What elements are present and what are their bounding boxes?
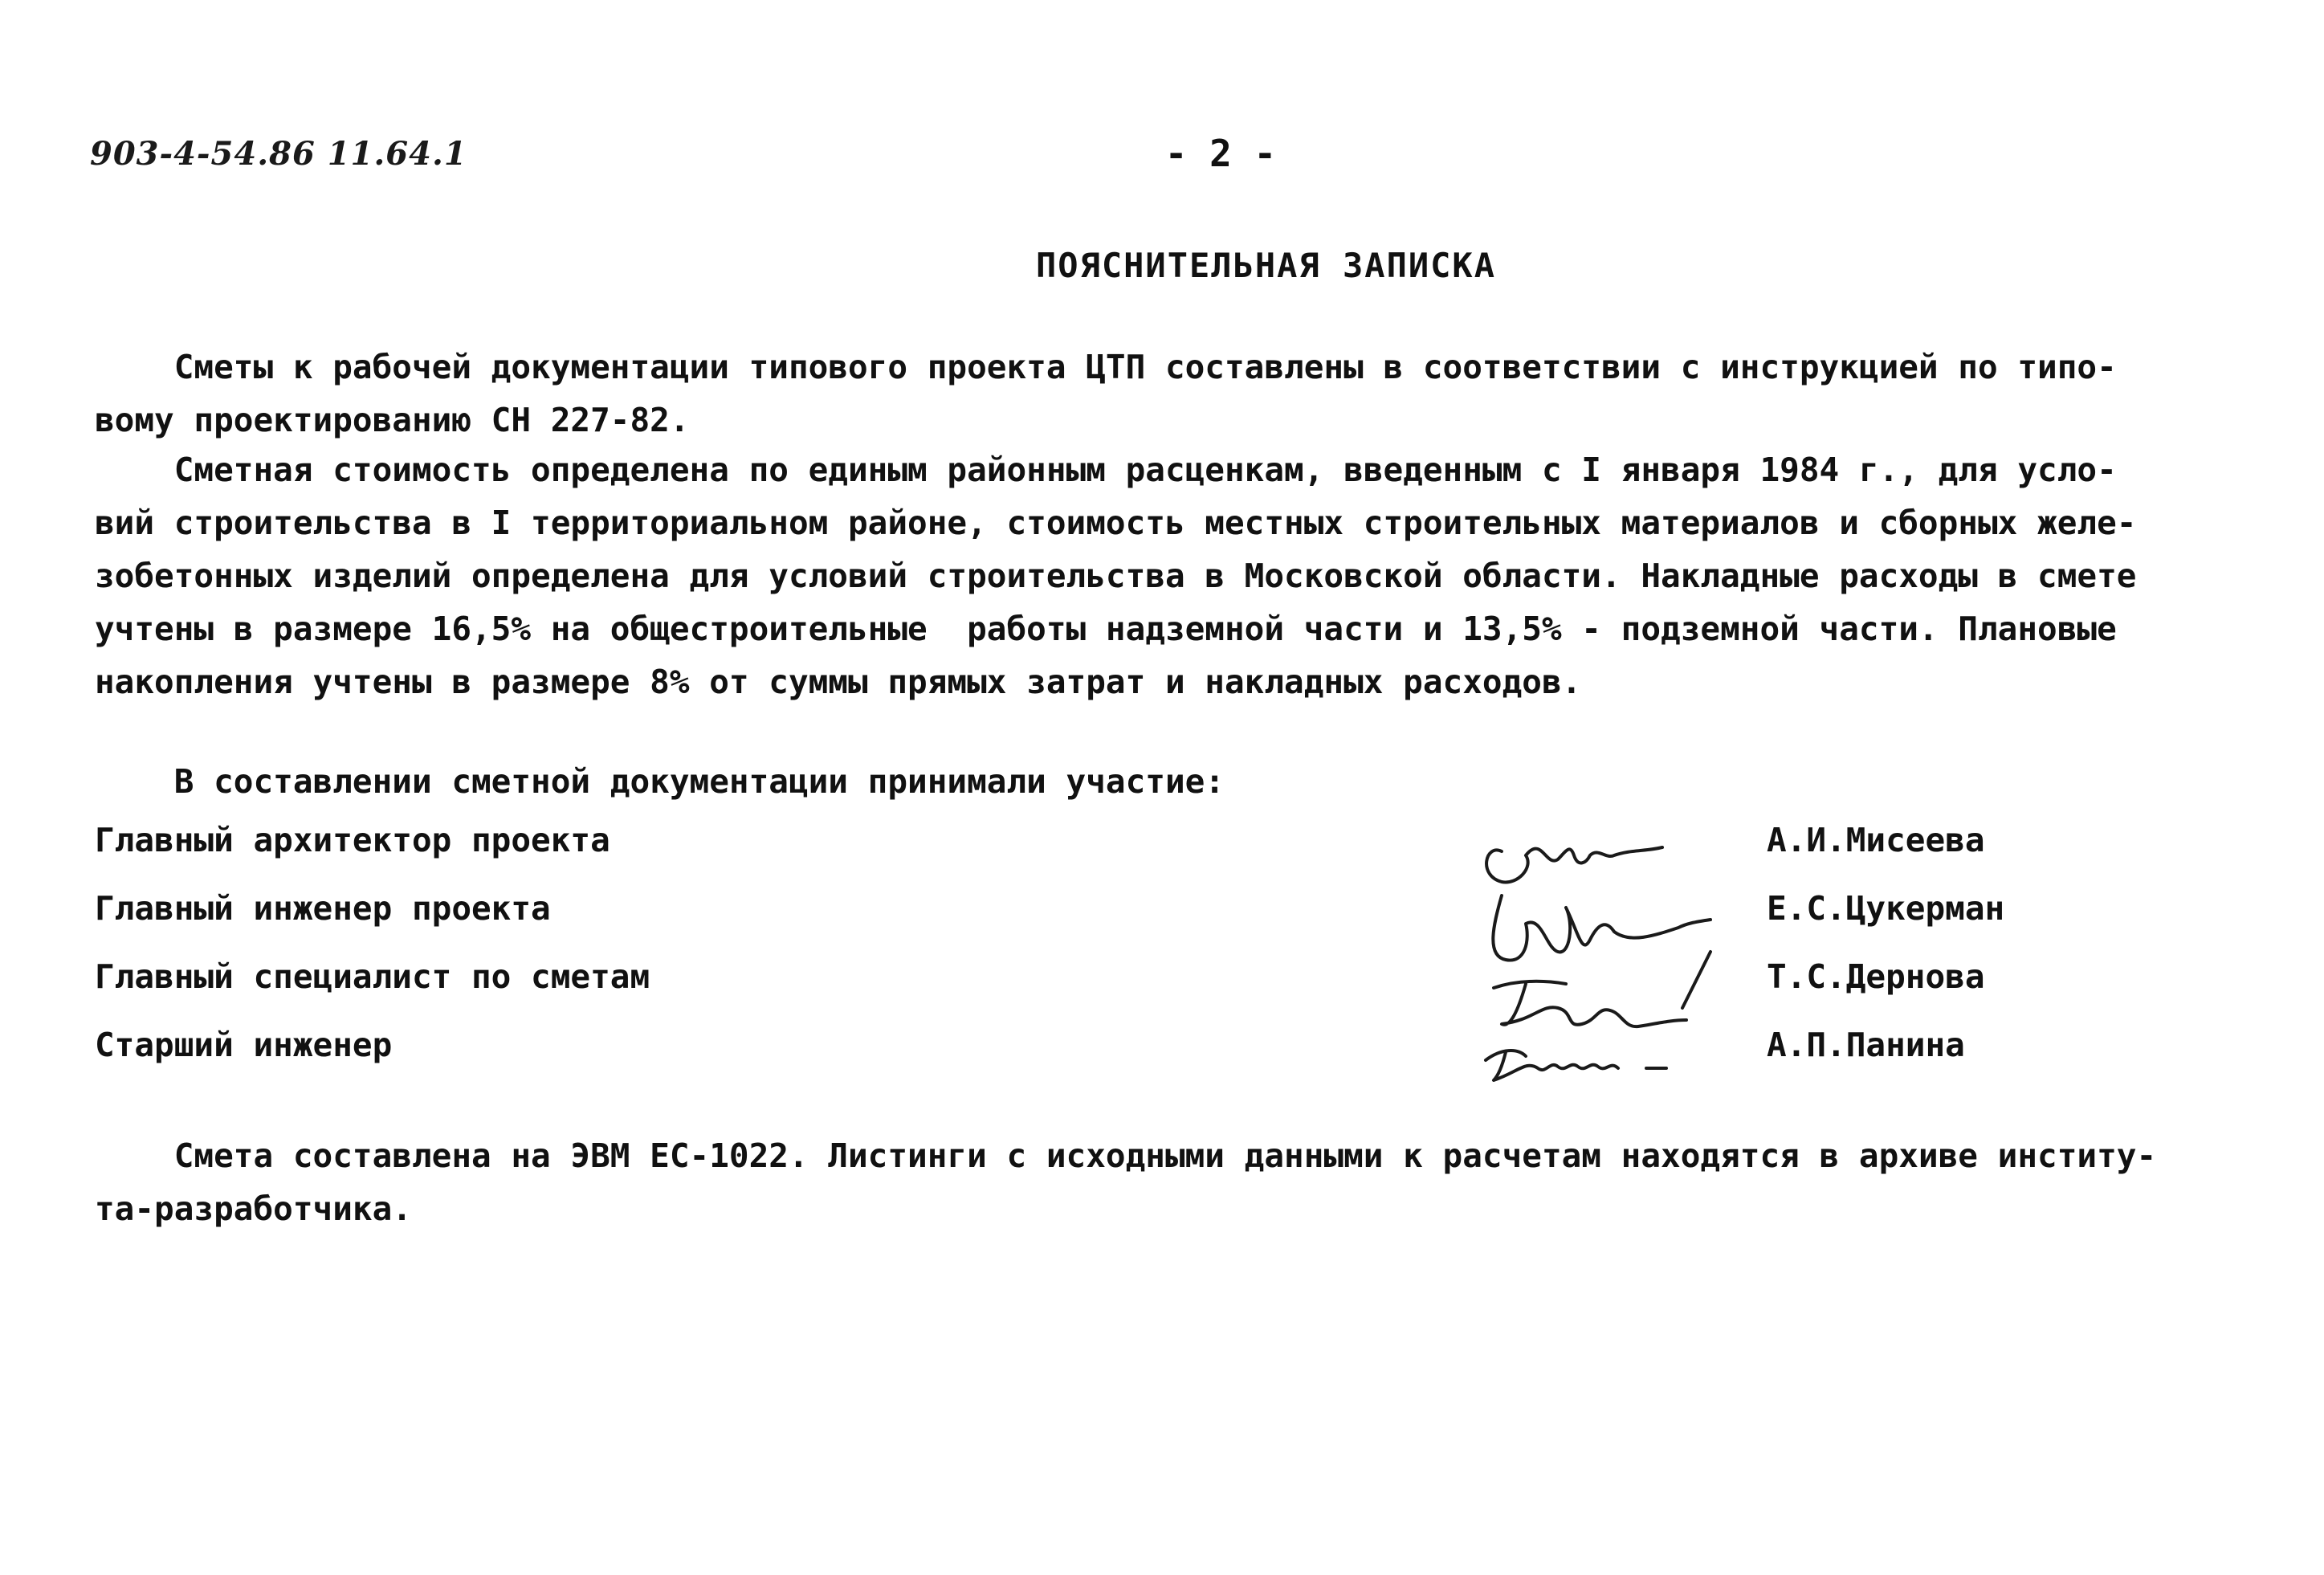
signature-tsukerman <box>1493 896 1710 961</box>
paragraph-line: та-разработчика. <box>95 1189 412 1228</box>
participant-role: Главный специалист по сметам <box>95 957 650 996</box>
paragraph-line: Сметная стоимость определена по единым районным расценкам, введенным с I января 1984 г., для усло- <box>95 451 2117 489</box>
paragraph-line: вий строительства в I территориальном районе, стоимость местных строительных материалов и сборных желе- <box>95 504 2137 542</box>
signature-panina <box>1486 1051 1666 1080</box>
paragraph-line: Смета составлена на ЭВМ ЕС-1022. Листинги с исходными данными к расчетам находятся в архиве институ- <box>95 1136 2157 1175</box>
page-number: - 2 - <box>1164 132 1277 175</box>
paragraph-scope <box>95 341 2247 447</box>
participant-role: Главный архитектор проекта <box>95 821 610 859</box>
paragraph-participants-intro: В составлении сметной документации принимали участие: <box>95 762 1225 801</box>
signature-dernova <box>1494 952 1710 1026</box>
handwritten-signatures <box>1470 819 1759 1092</box>
document-code: 903-4-54.86 11.64.1 <box>90 135 467 173</box>
signature-mariseeva <box>1486 847 1662 882</box>
participant-name: А.П.Панина <box>1767 1026 1965 1064</box>
paragraph-line: накопления учтены в размере 8% от суммы прямых затрат и накладных расходов. <box>95 663 1582 701</box>
paragraph-line: Сметы к рабочей документации типового проекта ЦТП составлены в соответствии с инструкцией по типо- <box>95 348 2117 386</box>
participant-row <box>95 1026 2247 1094</box>
paragraph-computer-note <box>95 1129 2247 1235</box>
participant-row <box>95 957 2247 1026</box>
participant-name: Т.С.Дернова <box>1767 957 1985 996</box>
paragraph-line: зобетонных изделий определена для условий строительства в Московской области. Накладные расходы в смете <box>95 557 2137 595</box>
participant-name: Е.С.Цукерман <box>1767 889 2005 928</box>
document-title: ПОЯСНИТЕЛЬНАЯ ЗАПИСКА <box>1036 246 1497 285</box>
paragraph-line: учтены в размере 16,5% на общестроительные работы надземной части и 13,5% - подземной части. Плановые <box>95 610 2117 648</box>
paragraph-line: вому проектированию СН 227-82. <box>95 401 690 439</box>
participant-row <box>95 821 2247 889</box>
participant-role: Старший инженер <box>95 1026 393 1064</box>
participant-role: Главный инженер проекта <box>95 889 551 928</box>
paragraph-cost-basis <box>95 443 2247 708</box>
participant-name: А.И.Мисеева <box>1767 821 1985 859</box>
participant-row <box>95 889 2247 957</box>
signature-strokes <box>1486 847 1710 1080</box>
participants-list <box>95 821 2247 1094</box>
